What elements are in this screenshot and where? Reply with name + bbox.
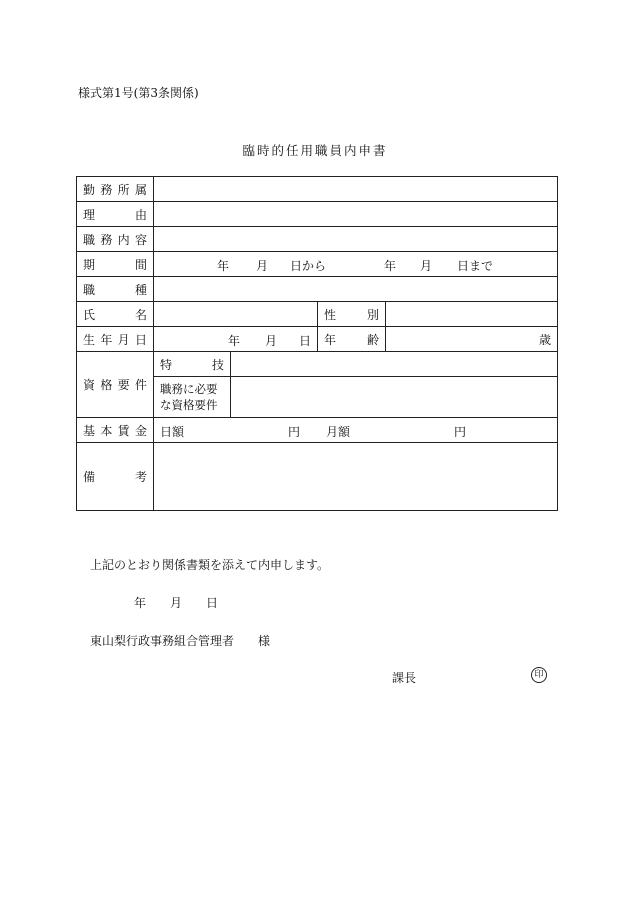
field-reason[interactable] xyxy=(154,202,558,227)
period-to-year: 年 xyxy=(384,259,397,273)
period-to-month: 月 xyxy=(420,259,433,273)
document-title: 臨時的任用職員内申書 xyxy=(242,143,388,158)
birth-year: 年 xyxy=(228,334,241,348)
application-form-table xyxy=(76,176,558,511)
label-job-type: 職種 xyxy=(77,277,154,302)
label-reason: 理由 xyxy=(77,202,154,227)
period-from-month: 月 xyxy=(256,259,269,273)
field-gender[interactable] xyxy=(386,302,558,327)
row-reason xyxy=(77,202,558,227)
signature-title: 課長 xyxy=(392,671,417,685)
row-job-type xyxy=(77,277,558,302)
addressee: 東山梨行政事務組合管理者 様 xyxy=(90,634,271,648)
label-birth-date: 生年月日 xyxy=(77,327,154,352)
label-required-qualifications: 職務に必要 な資格要件 xyxy=(154,377,231,418)
field-special-skill[interactable] xyxy=(231,352,558,377)
age-unit: 歳 xyxy=(538,332,551,347)
field-name[interactable] xyxy=(154,302,318,327)
label-duties: 職務内容 xyxy=(77,227,154,252)
row-name xyxy=(77,302,558,327)
birth-month: 月 xyxy=(265,334,278,348)
field-job-type[interactable] xyxy=(154,277,558,302)
row-period xyxy=(77,252,558,277)
label-age: 年齢 xyxy=(318,327,386,352)
wage-daily-unit: 円 xyxy=(288,425,301,439)
date-day: 日 xyxy=(206,596,219,610)
label-period: 期間 xyxy=(77,252,154,277)
label-name: 氏名 xyxy=(77,302,154,327)
label-base-wage: 基本賃金 xyxy=(77,418,154,443)
wage-monthly-unit: 円 xyxy=(454,425,467,439)
row-birth-date xyxy=(77,327,558,352)
seal-mark: 印 xyxy=(531,667,547,683)
label-special-skill: 特技 xyxy=(154,352,231,377)
field-age[interactable] xyxy=(386,327,558,352)
field-workplace[interactable] xyxy=(154,177,558,202)
submission-date xyxy=(134,594,218,611)
period-from-day: 日から xyxy=(290,259,327,273)
label-qualifications: 資格要件 xyxy=(77,352,154,418)
field-base-wage[interactable] xyxy=(154,418,558,443)
field-required-qualifications[interactable] xyxy=(231,377,558,418)
row-special-skill xyxy=(77,352,558,377)
row-workplace xyxy=(77,177,558,202)
label-workplace: 勤務所属 xyxy=(77,177,154,202)
statement-text: 上記のとおり関係書類を添えて内申します。 xyxy=(90,558,330,572)
form-number: 様式第1号(第3条関係) xyxy=(78,86,199,100)
date-year: 年 xyxy=(134,596,147,610)
wage-monthly-label: 月額 xyxy=(326,425,351,439)
wage-daily-label: 日額 xyxy=(160,425,185,439)
period-to-day: 日まで xyxy=(457,259,494,273)
label-remarks: 備考 xyxy=(77,443,154,511)
row-remarks xyxy=(77,443,558,511)
period-from-year: 年 xyxy=(217,259,230,273)
date-month: 月 xyxy=(170,596,183,610)
field-birth-date[interactable] xyxy=(154,327,318,352)
row-duties xyxy=(77,227,558,252)
birth-day: 日 xyxy=(299,334,312,348)
field-remarks[interactable] xyxy=(154,443,558,511)
label-gender: 性別 xyxy=(318,302,386,327)
row-base-wage xyxy=(77,418,558,443)
field-duties[interactable] xyxy=(154,227,558,252)
field-period[interactable] xyxy=(154,252,558,277)
